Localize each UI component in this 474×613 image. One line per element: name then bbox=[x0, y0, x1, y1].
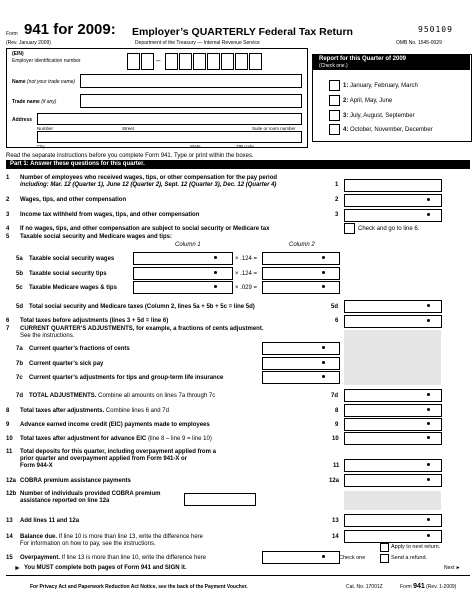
ein-digit-box[interactable] bbox=[127, 53, 140, 70]
line-number: 5a bbox=[16, 256, 23, 262]
line-number: 12a bbox=[6, 478, 17, 484]
line12a-text: COBRA premium assistance payments bbox=[20, 478, 131, 484]
decimal-dot bbox=[427, 198, 430, 201]
line-number: 7d bbox=[331, 393, 339, 399]
suite-label: Suite or room number bbox=[252, 126, 296, 131]
multiplier: × .124 = bbox=[235, 256, 258, 262]
footer-form-id: Form 941 (Rev. 1-2009) bbox=[400, 583, 457, 590]
column2-label: Column 2 bbox=[289, 242, 315, 248]
line-number: 12b bbox=[6, 491, 17, 497]
line7c-field[interactable] bbox=[262, 371, 340, 384]
decimal-dot bbox=[322, 346, 325, 349]
ein-digit-box[interactable] bbox=[249, 53, 262, 70]
decimal-dot bbox=[427, 304, 430, 307]
name-label: Name (not your trade name) bbox=[12, 79, 76, 85]
line-number: 13 bbox=[332, 518, 339, 524]
line15-text: Overpayment. If line 13 is more than line 10, write the difference here bbox=[20, 555, 207, 561]
line12b-text: Number of individuals provided COBRA premium bbox=[20, 491, 161, 497]
line-number: 7d bbox=[16, 393, 24, 399]
line1-text-2: including: Mar. 12 (Quarter 1), June 12 (Quarter 2), Sept. 12 (Quarter 3), Dec. 12 (Quarter 4) bbox=[20, 182, 277, 188]
line-number: 10 bbox=[6, 436, 13, 442]
decimal-dot bbox=[427, 319, 430, 322]
line-number: 3 bbox=[335, 212, 339, 218]
next-label: Next ► bbox=[444, 565, 461, 571]
line12b-text-2: assistance reported on line 12a bbox=[20, 498, 110, 504]
line-number: 12a bbox=[329, 478, 340, 484]
line-number: 5d bbox=[331, 304, 339, 310]
decimal-dot bbox=[322, 555, 325, 558]
ein-label: (EIN) bbox=[12, 51, 24, 57]
ein-digit-box[interactable] bbox=[235, 53, 248, 70]
line-number: 1 bbox=[335, 182, 339, 188]
line4-checkbox[interactable] bbox=[344, 223, 355, 234]
line-number: 3 bbox=[6, 212, 10, 218]
line-number: 6 bbox=[335, 318, 339, 324]
quarter-checkbox[interactable] bbox=[329, 110, 340, 121]
quarter-title: Report for this Quarter of 2009 bbox=[319, 56, 407, 62]
line7b-field[interactable] bbox=[262, 357, 340, 370]
quarter-checkbox[interactable] bbox=[329, 80, 340, 91]
trade-name-field[interactable] bbox=[80, 94, 302, 108]
ein-digit-box[interactable] bbox=[193, 53, 206, 70]
line7d-text: TOTAL ADJUSTMENTS. Combine all amounts on lines 7a through 7c bbox=[29, 393, 216, 399]
quarter-checkbox[interactable] bbox=[329, 95, 340, 106]
apply-next-return-label: Apply to next return. bbox=[391, 544, 441, 550]
decimal-dot bbox=[427, 422, 430, 425]
number-label: Number bbox=[37, 126, 54, 131]
line5b-text: Taxable social security tips bbox=[29, 271, 107, 277]
line5c-col1-field[interactable] bbox=[133, 281, 233, 294]
line-number: 5d bbox=[16, 304, 24, 310]
arrow-right-icon: ► bbox=[14, 565, 21, 572]
line-number: 15 bbox=[6, 555, 13, 561]
line-number: 14 bbox=[332, 534, 339, 540]
line5b-col2-field[interactable] bbox=[262, 267, 340, 280]
decimal-dot bbox=[214, 256, 217, 259]
multiplier: × .124 = bbox=[235, 271, 258, 277]
apply-next-return-checkbox[interactable] bbox=[380, 543, 389, 552]
state-label: State bbox=[190, 144, 201, 149]
line-number: 2 bbox=[6, 197, 10, 203]
line13-text: Add lines 11 and 12a bbox=[20, 518, 80, 524]
line-number: 7 bbox=[6, 326, 10, 332]
column1-label: Column 1 bbox=[175, 242, 201, 248]
ein-sublabel: Employer identification number bbox=[12, 58, 81, 64]
divider bbox=[6, 575, 470, 576]
line8-text: Total taxes after adjustments. Combine lines 6 and 7d bbox=[20, 408, 169, 414]
instructions-text: Read the separate instructions before you complete Form 941. Type or print within the boxes. bbox=[6, 153, 254, 159]
line-number: 9 bbox=[335, 422, 339, 428]
address-label: Address bbox=[12, 117, 33, 123]
line5d-text: Total social security and Medicare taxes (Column 2, lines 5a + 5b + 5c = line 5d) bbox=[29, 304, 255, 310]
part1-title: Part 1: Answer these questions for this quarter. bbox=[10, 161, 145, 167]
line4-text: If no wages, tips, and other compensation are subject to social security or Medicare tax bbox=[20, 226, 270, 232]
line1-text: Number of employees who received wages, tips, or other compensation for the pay period bbox=[20, 175, 278, 181]
catalog-number: Cat. No. 17001Z bbox=[346, 584, 383, 590]
decimal-dot bbox=[322, 375, 325, 378]
send-refund-label: Send a refund. bbox=[391, 555, 428, 561]
line7c-text: Current quarter’s adjustments for tips and group-term life insurance bbox=[29, 375, 224, 381]
ein-digit-box[interactable] bbox=[207, 53, 220, 70]
line-number: 1 bbox=[6, 175, 10, 181]
street-label: Street bbox=[122, 126, 135, 131]
form-word: Form bbox=[6, 31, 18, 37]
decimal-dot bbox=[427, 478, 430, 481]
line-number: 8 bbox=[6, 408, 10, 414]
line-number: 10 bbox=[332, 436, 339, 442]
city-label: City bbox=[37, 144, 45, 149]
line7a-text: Current quarter’s fractions of cents bbox=[29, 346, 130, 352]
line7a-field[interactable] bbox=[262, 342, 340, 355]
address-street-field[interactable] bbox=[37, 113, 302, 125]
trade-name-label: Trade name (if any) bbox=[12, 99, 57, 105]
line-number: 11 bbox=[333, 463, 340, 469]
line6-text: Total taxes before adjustments (lines 3 + 5d = line 6) bbox=[20, 318, 169, 324]
quarter-subtitle: (Check one.) bbox=[319, 63, 348, 69]
line5a-col1-field[interactable] bbox=[133, 252, 233, 265]
decimal-dot bbox=[214, 271, 217, 274]
line15-field[interactable] bbox=[262, 551, 340, 564]
line11-text-2: prior quarter and overpayment applied from Form 941-X or bbox=[20, 456, 188, 462]
ein-digit-box[interactable] bbox=[141, 53, 154, 70]
line4-check-label: Check and go to line 6. bbox=[358, 226, 420, 232]
line7b-text: Current quarter’s sick pay bbox=[29, 361, 104, 367]
name-field[interactable] bbox=[80, 74, 302, 88]
line14-subtext: For information on how to pay, see the instructions. bbox=[20, 541, 156, 547]
line7-text-2: See the instructions. bbox=[20, 333, 75, 339]
decimal-dot bbox=[322, 256, 325, 259]
line-number: 7a bbox=[16, 346, 23, 352]
must-complete-text: You MUST complete both pages of Form 941 and SIGN it. bbox=[24, 565, 187, 571]
decimal-dot bbox=[427, 393, 430, 396]
omb-number: OMB No. 1545-0029 bbox=[396, 40, 442, 46]
shaded-area bbox=[344, 491, 441, 510]
line5a-col2-field[interactable] bbox=[262, 252, 340, 265]
part1-bar bbox=[6, 160, 470, 169]
decimal-dot bbox=[322, 285, 325, 288]
quarter-checkbox[interactable] bbox=[329, 124, 340, 135]
department: Department of the Treasury — Internal Revenue Service bbox=[135, 40, 260, 46]
decimal-dot bbox=[322, 361, 325, 364]
line-number: 4 bbox=[6, 226, 10, 232]
line-number: 5 bbox=[6, 234, 10, 240]
line12b-field[interactable] bbox=[184, 493, 256, 506]
privacy-notice: For Privacy Act and Paperwork Reduction Act Notice, see the back of the Payment Voucher. bbox=[30, 584, 248, 590]
line-number: 14 bbox=[6, 534, 13, 540]
line5b-col1-field[interactable] bbox=[133, 267, 233, 280]
line10-text: Total taxes after adjustment for advance EIC (line 8 – line 9 = line 10) bbox=[20, 436, 212, 442]
ein-digit-box[interactable] bbox=[221, 53, 234, 70]
decimal-dot bbox=[427, 534, 430, 537]
line11-text: Total deposits for this quarter, including overpayment applied from a bbox=[20, 449, 216, 455]
line-number: 5b bbox=[16, 271, 24, 277]
decimal-dot bbox=[214, 285, 217, 288]
decimal-dot bbox=[427, 213, 430, 216]
line2-text: Wages, tips, and other compensation bbox=[20, 197, 127, 203]
decimal-dot bbox=[427, 408, 430, 411]
line-number: 9 bbox=[6, 422, 10, 428]
multiplier: × .029 = bbox=[235, 285, 258, 291]
line5c-col2-field[interactable] bbox=[262, 281, 340, 294]
line7-text: CURRENT QUARTER’S ADJUSTMENTS, for example, a fractions of cents adjustment. bbox=[20, 326, 264, 332]
line1-field[interactable] bbox=[344, 179, 442, 192]
ein-digit-box[interactable] bbox=[165, 53, 178, 70]
send-refund-checkbox[interactable] bbox=[380, 554, 389, 563]
line-number: 8 bbox=[335, 408, 339, 414]
address-city-field[interactable] bbox=[37, 131, 302, 143]
line9-text: Advance earned income credit (EIC) payments made to employees bbox=[20, 422, 210, 428]
line11-text-3: Form 944-X bbox=[20, 463, 53, 469]
line-number: 2 bbox=[335, 197, 339, 203]
line5c-text: Taxable Medicare wages & tips bbox=[29, 285, 117, 291]
decimal-dot bbox=[427, 436, 430, 439]
quarter-header bbox=[313, 55, 470, 70]
decimal-dot bbox=[322, 271, 325, 274]
line5-text: Taxable social security and Medicare wages and tips: bbox=[20, 234, 172, 240]
decimal-dot bbox=[427, 518, 430, 521]
zip-label: ZIP code bbox=[236, 144, 254, 149]
form-number: 941 for 2009: bbox=[24, 21, 116, 38]
line-number: 7c bbox=[16, 375, 23, 381]
revision: (Rev. January 2009) bbox=[6, 40, 51, 46]
line5a-text: Taxable social security wages bbox=[29, 256, 115, 262]
shaded-area bbox=[344, 330, 441, 385]
line-number: 11 bbox=[6, 449, 13, 455]
line3-text: Income tax withheld from wages, tips, and other compensation bbox=[20, 212, 200, 218]
check-one-label: Check one bbox=[339, 555, 366, 561]
form-code: 950109 bbox=[418, 25, 453, 34]
line-number: 5c bbox=[16, 285, 23, 291]
line-number: 7b bbox=[16, 361, 24, 367]
line-number: 13 bbox=[6, 518, 13, 524]
line-number: 6 bbox=[6, 318, 10, 324]
line14-text: Balance due. If line 10 is more than line 13, write the difference here bbox=[20, 534, 203, 540]
decimal-dot bbox=[427, 463, 430, 466]
ein-digit-box[interactable] bbox=[179, 53, 192, 70]
form-title: Employer’s QUARTERLY Federal Tax Return bbox=[132, 26, 353, 38]
